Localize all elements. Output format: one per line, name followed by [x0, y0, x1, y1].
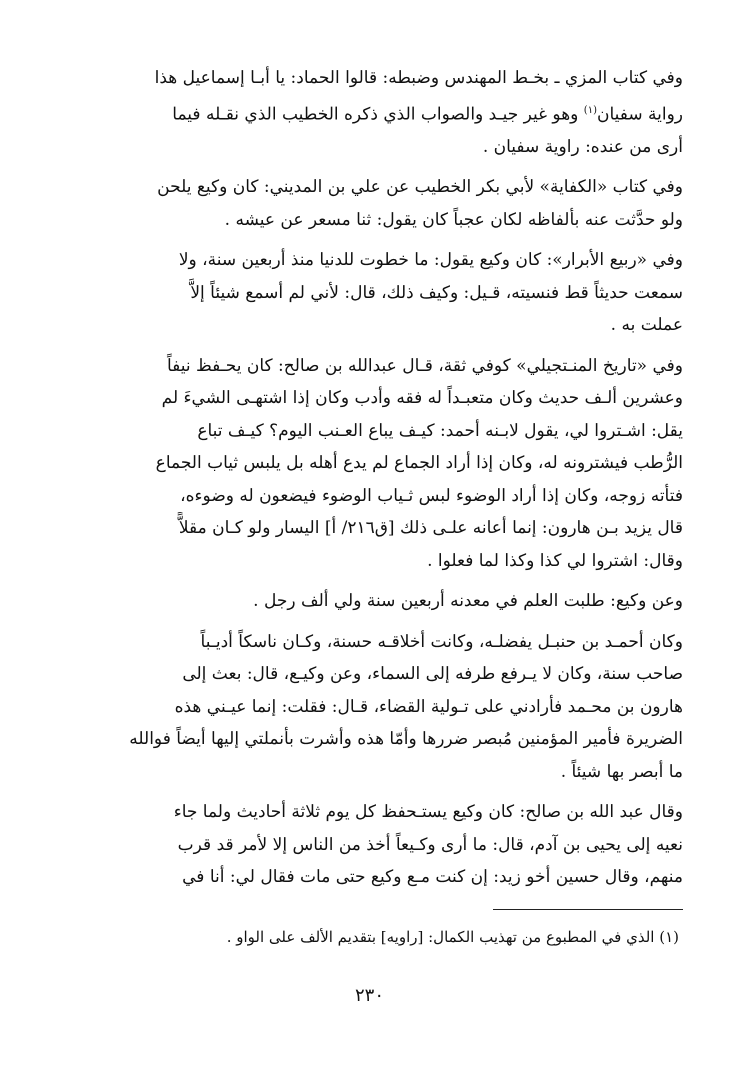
text-line: ما أبصر بها شيئاً .	[560, 761, 683, 782]
text-line: أرى من عنده: راوية سفيان .	[482, 136, 683, 157]
text-line: عملت به .	[610, 315, 683, 336]
paragraph-kifaya	[58, 171, 683, 236]
footnote: (١) الذي في المطبوع من تهذيب الكمال: [راويه] بتقديم الألف على الواو .	[226, 928, 679, 946]
text-line: هارون بن محـمد فأرادني على تـولية القضاء، قـال: فقلت: إنما عيـني هذه	[174, 696, 683, 717]
text-line: نعيه إلى يحيى بن آدم، قال: ما أرى وكـيعاً أخذ من الناس إلا لأمر قد قرب	[177, 834, 683, 855]
text-line: قال يزيد بـن هارون: إنما أعانه علـى ذلك [ق٢١٦/ أ] اليسار ولو كـان مقلاًّ	[178, 518, 683, 539]
text-line: وفي كتاب المزي ـ بخـط المهندس وضبطه: قالوا الحماد: يا أبـا إسماعيل هذا	[154, 68, 683, 88]
text-line: وقال عبد الله بن صالح: كان وكيع يستـحفظ كل يوم ثلاثة أحاديث ولما جاء	[173, 802, 683, 823]
text-line: وفي كتاب «الكفاية» لأبي بكر الخطيب عن علي بن المديني: كان وكيع يلحن	[157, 177, 683, 198]
text-line: وفي «ربيع الأبرار»: كان وكيع يقول: ما خطوت للدنيا منذ أربعين سنة، ولا	[178, 250, 683, 271]
text-line	[58, 95, 683, 131]
text-segment: رواية سفيان	[596, 104, 683, 125]
text-line: يقل: اشـتروا لي، يقول لابـنه أحمد: كيـف يباع العـنب اليوم؟ كيـف تباع	[197, 420, 683, 441]
text-line: ولو حدَّثت عنه بألفاظه لكان عجباً كان يقول: ثنا مسعر عن عيشه .	[224, 209, 683, 230]
paragraph-talab-al-ilm	[58, 585, 683, 618]
page-body	[58, 62, 683, 902]
text-line: سمعت حديثاً قط فنسيته، قـيل: وكيف ذلك، قال: لأني لم أسمع شيئاً إلاَّ	[190, 282, 683, 303]
text-segment: وهو غير جيـد والصواب الذي ذكره الخطيب الذي نقـله فيما	[172, 104, 584, 125]
paragraph-ahmad-ibn-hanbal	[58, 626, 683, 789]
text-line: وفي «تاريخ المنـتجيلي» كوفي ثقة، قـال عبدالله بن صالح: كان يحـفظ نيفاً	[166, 355, 683, 376]
paragraph-abdullah-ibn-salih	[58, 796, 683, 894]
text-line: وقال: اشتروا لي كذا وكذا لما فعلوا .	[427, 550, 683, 571]
text-line: الضريرة فأمير المؤمنين مُبصر ضررها وأمّا هذه وأشرت بأنملتي إليها أيضاً فوالله	[129, 729, 683, 750]
text-line: الرُّطب فيشترونه له، وكان إذا أراد الجماع لم يدع أهله بل يلبس ثياب الجماع	[155, 453, 683, 474]
text-line: وعن وكيع: طلبت العلم في معدنه أربعين سنة ولي ألف رجل .	[253, 591, 683, 612]
text-line: وكان أحمـد بن حنبـل يفضلـه، وكانت أخلاقـه حسنة، وكـان ناسكاً أديـباً	[200, 631, 683, 652]
text-line: منهم، وقال حسين أخو زيد: إن كنت مـع وكيع حتى مات فقال لي: أنا في	[182, 867, 683, 888]
footnote-divider	[493, 909, 683, 910]
paragraph-tarikh	[58, 350, 683, 578]
page-number: ٢٣٠	[354, 985, 384, 1006]
text-line: وعشرين ألـف حديث وكان متعبـداً له فقه وأدب وكان إذا اشتهـى الشيءَ لم	[161, 388, 683, 409]
text-line: فتأته زوجه، وكان إذا أراد الوضوء لبس ثـياب الوضوء فيضعون له وضوءه،	[180, 485, 683, 506]
text-line: صاحب سنة، وكان لا يـرفع طرفه إلى السماء، وعن وكيـع، قال: بعث إلى	[182, 664, 683, 685]
paragraph-mizzi	[58, 62, 683, 163]
paragraph-rabi-al-abrar	[58, 244, 683, 342]
footnote-reference: (١)	[583, 104, 597, 116]
